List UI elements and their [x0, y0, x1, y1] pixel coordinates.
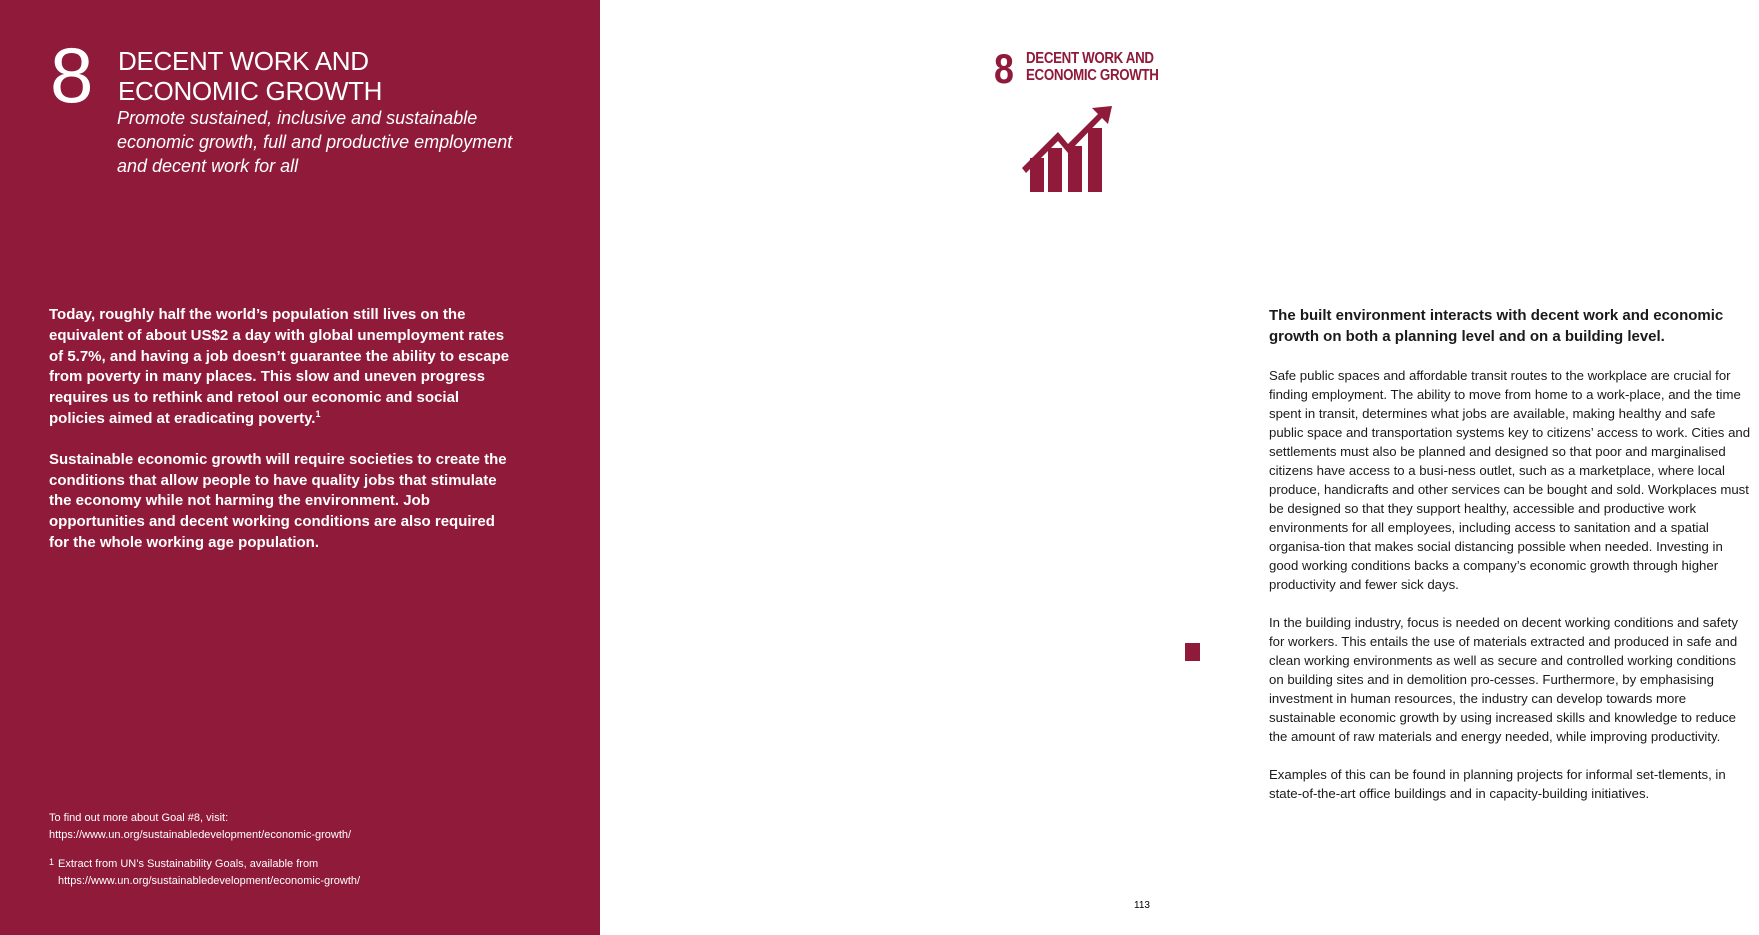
section-edge-tab	[1185, 643, 1200, 661]
sdg-goal-logo	[994, 45, 1159, 203]
body-paragraph-2: In the building industry, focus is needed on decent working conditions and safety for workers. This entails the use of materials extracted and produced in safe and clean working environments as well as secure and controlled working conditions on building sites and in demolition pro-cesses. Furthermore, by emphasising investment in human resources, the industry can develop towards more sustainable economic growth by using increased skills and knowledge to reduce the amount of raw materials and energy needed, while improving productivity.	[1269, 615, 1738, 744]
body-paragraph-1: Safe public spaces and affordable transit routes to the workplace are crucial for finding employment. The ability to move from home to a work-place, and the time spent in transit, determines what jobs are available, making healthy and safe public space and transportation systems key to citizens’ access to work. Cities and settlements must also be planned and designed so that poor and marginalised citizens have access to a busi-ness outlet, such as a marketplace, where local produce, handicrafts and other services can be bought and sold. Workplaces must be designed so that they support healthy, accessible and productive work environments for all employees, including access to sanitation and a spatial organisa-tion that makes social distancing possible when needed. Investing in good working conditions backs a company’s economic growth through higher productivity and fewer sick days.	[1269, 368, 1751, 592]
goal-title-line1: DECENT WORK AND	[118, 46, 369, 76]
body-paragraph-3: Examples of this can be found in planning projects for informal set-tlements, in state-of-the-art office buildings and in capacity-building initiatives.	[1269, 767, 1726, 801]
goal-number: 8	[50, 31, 92, 119]
goal-title	[118, 46, 382, 106]
footnote-link[interactable]: https://www.un.org/sustainabledevelopment/economic-growth/	[58, 875, 361, 887]
logo-title-line2: ECONOMIC GROWTH	[1026, 67, 1159, 84]
logo-title	[1026, 50, 1159, 84]
footnote-reference: 1	[315, 408, 321, 419]
intro-paragraph-1	[49, 305, 519, 430]
lead-paragraph: The built environment interacts with decent work and economic growth on both a planning level and on a building level.	[1269, 307, 1724, 345]
footnote-mark: 1	[49, 857, 55, 867]
more-info-link[interactable]: https://www.un.org/sustainabledevelopment/economic-growth/	[49, 829, 352, 841]
body-text	[1269, 366, 1753, 822]
logo-number: 8	[994, 45, 1014, 92]
logo-title-line1: DECENT WORK AND	[1026, 50, 1154, 67]
footer-notes	[49, 810, 529, 890]
more-info-label: To find out more about Goal #8, visit:	[49, 812, 229, 824]
footnote	[49, 856, 529, 890]
footnote-line-1: Extract from UN’s Sustainability Goals, available from	[58, 858, 319, 870]
intro-text	[49, 305, 519, 574]
footnote-text	[58, 856, 529, 890]
goal-subtitle: Promote sustained, inclusive and sustainable economic growth, full and productive employment and decent work for all	[117, 108, 513, 176]
intro-paragraph-2: Sustainable economic growth will require societies to create the conditions that allow people to have quality jobs that stimulate the economy while not harming the environment. Job opportunities and decent working conditions are also required for the whole working age population.	[49, 450, 507, 551]
intro-paragraph-1-text: Today, roughly half the world’s population still lives on the equivalent of about US$2 a day with global unemployment rates of 5.7%, and having a job doesn’t guarantee the ability to escape from poverty in many places. This slow and uneven progress requires us to rethink and retool our economic and social policies aimed at eradicating poverty.	[49, 306, 510, 427]
left-panel	[0, 0, 600, 935]
page-number: 113	[1134, 900, 1150, 911]
bar-chart-up-arrow-icon	[1022, 106, 1114, 196]
goal-title-line2: ECONOMIC GROWTH	[118, 76, 383, 106]
